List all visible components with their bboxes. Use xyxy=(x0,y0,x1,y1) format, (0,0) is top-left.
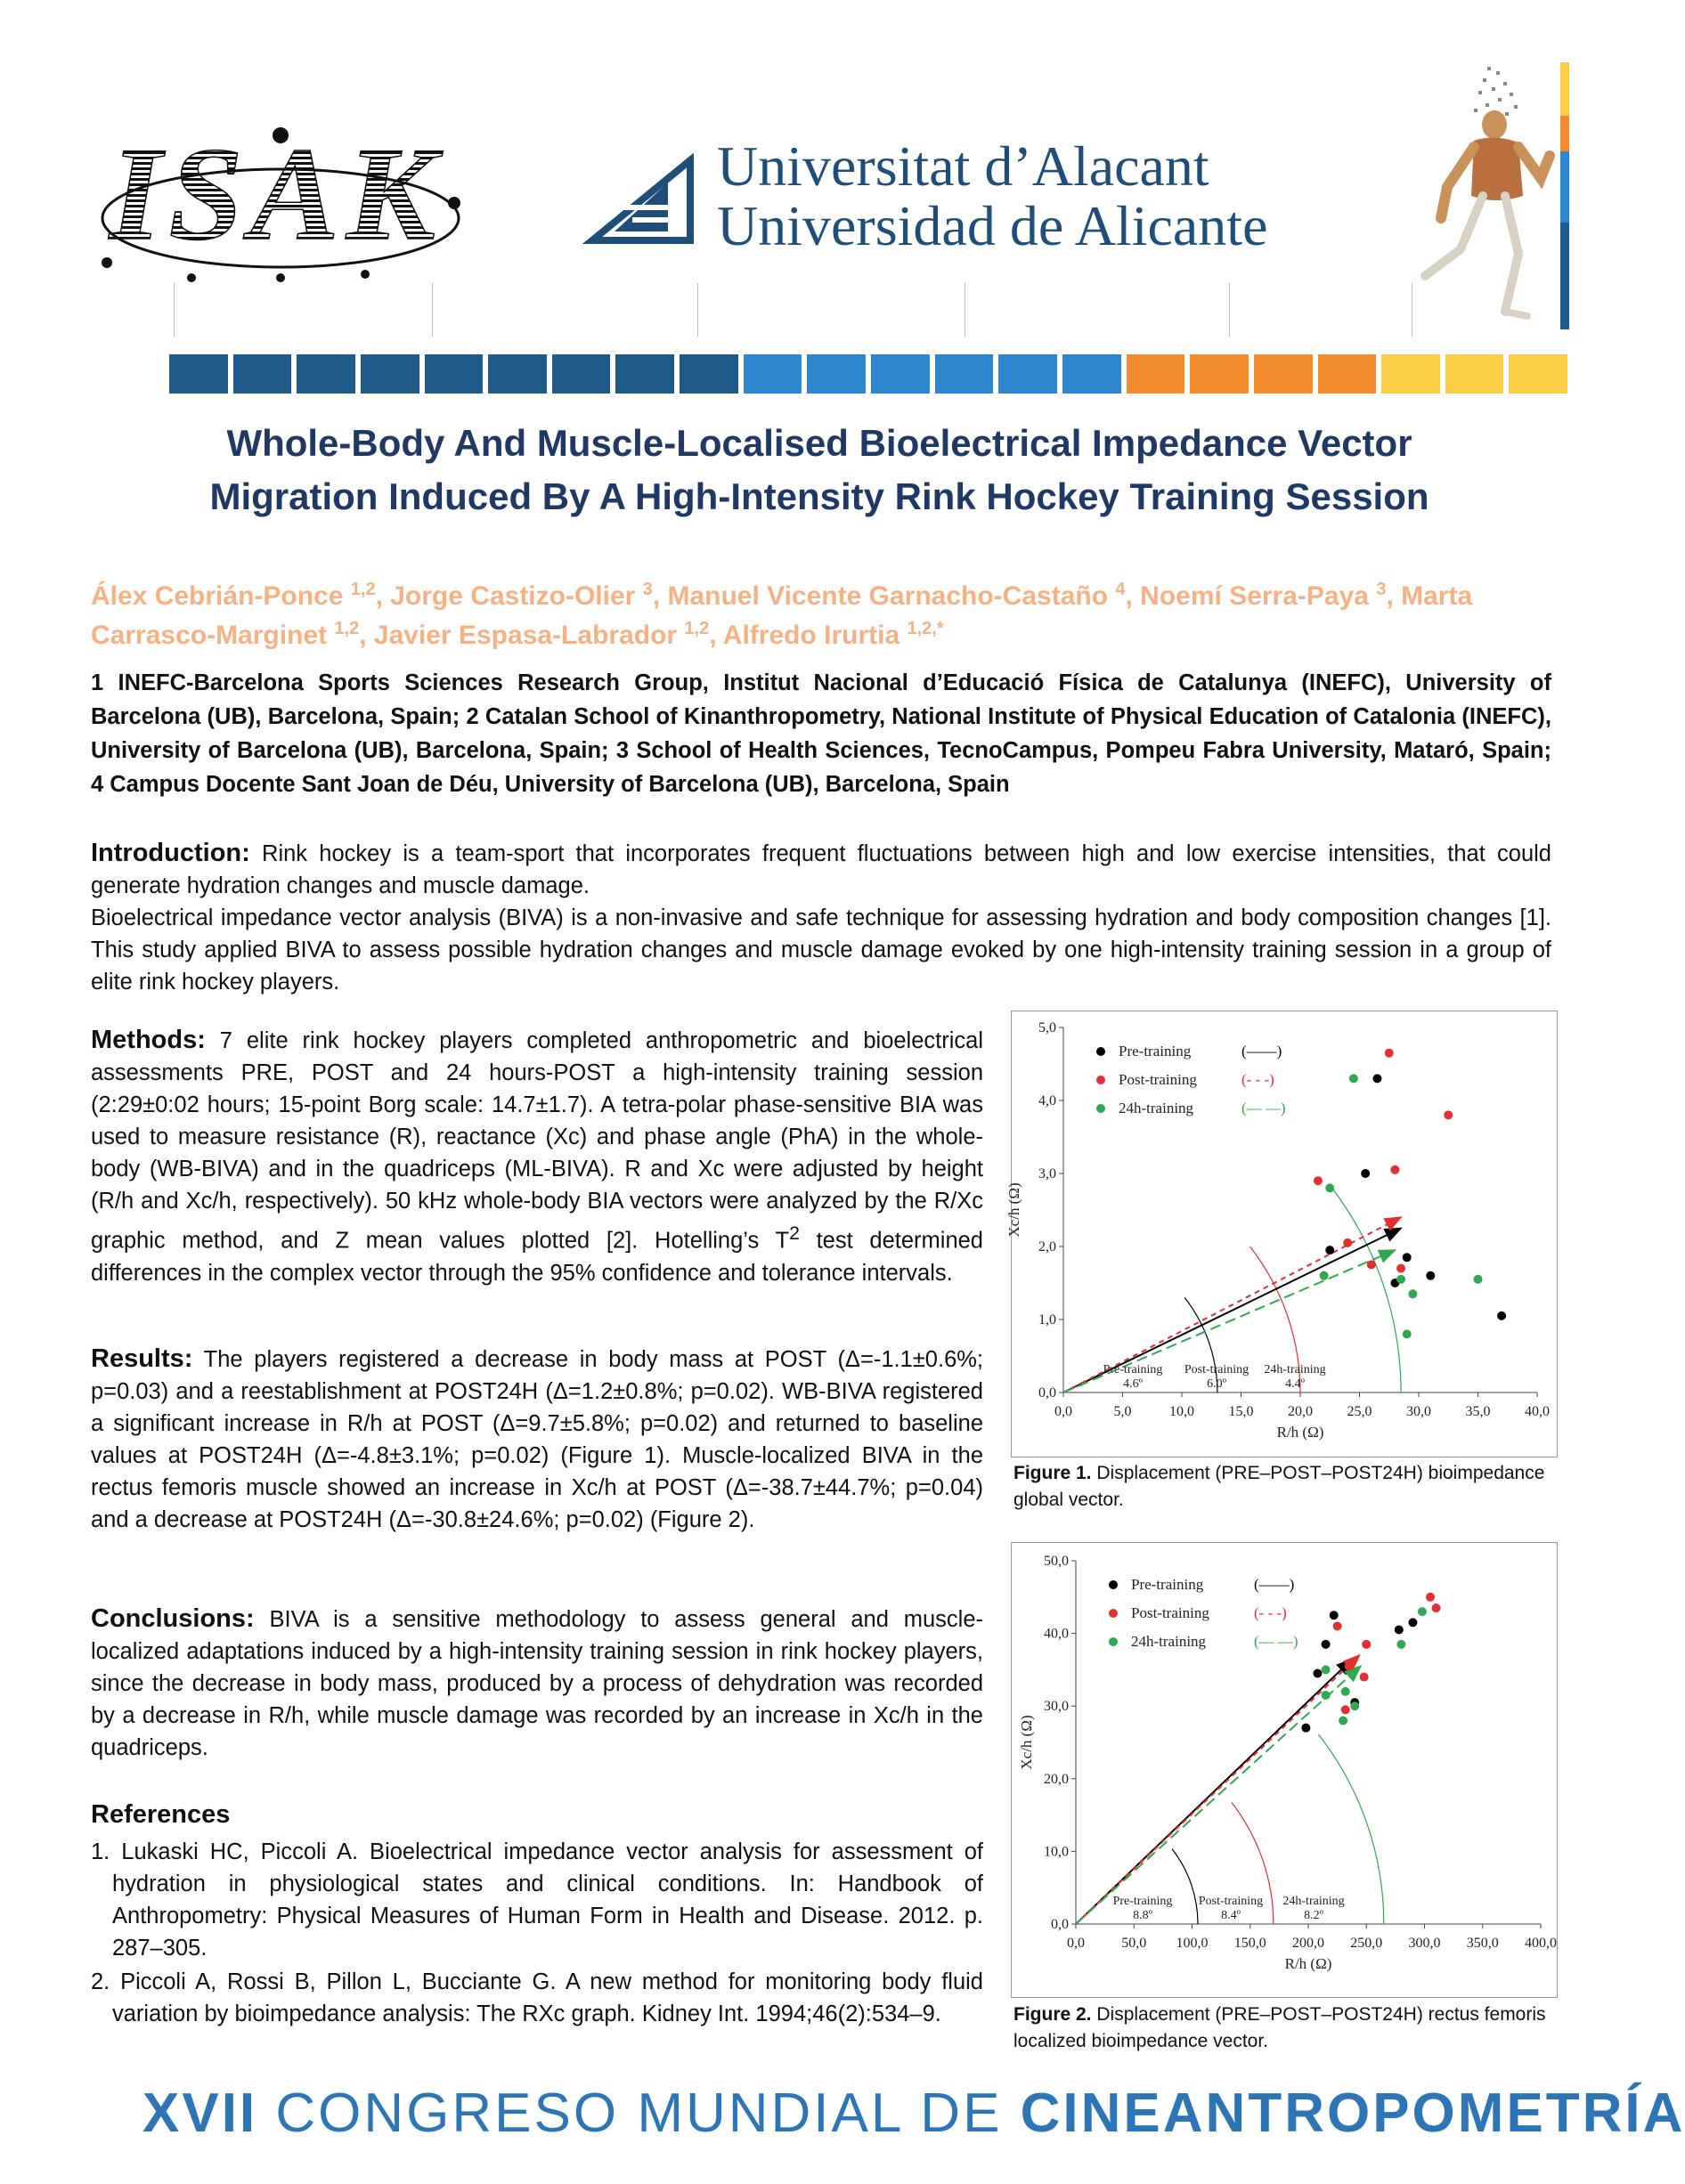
color-bar-segment xyxy=(1381,354,1440,394)
color-bar-segment xyxy=(1062,354,1121,394)
author-name: Álex Cebrián-Ponce $^{1,2}$ xyxy=(91,580,376,611)
reference-list xyxy=(91,1836,983,2032)
author-name: Noemí Serra-Paya $^3$ xyxy=(1140,580,1387,611)
legend-line-symbol: (- - -) xyxy=(1254,1604,1287,1621)
figure-1-chart xyxy=(1005,1011,1557,1457)
y-tick-label: 2,0 xyxy=(1038,1239,1056,1254)
legend-line-symbol: (——) xyxy=(1241,1043,1282,1060)
data-point xyxy=(1418,1607,1427,1616)
data-point xyxy=(1322,1665,1331,1674)
data-point xyxy=(1396,1640,1405,1649)
data-point xyxy=(1360,1673,1369,1682)
color-bar-segment xyxy=(1254,354,1313,394)
y-tick-label: 1,0 xyxy=(1038,1312,1056,1327)
color-bar-segment xyxy=(1445,354,1504,394)
affiliations: 1 INEFC-Barcelona Sports Sciences Research Group, Institut Nacional d’Educació Física de Catalunya (INEFC), University of Barcelona (UB), Barcelona, Spain; 2 Catalan School of Kinanthropometry, National Institute of Physical Education of Catalonia (INEFC), University of Barcelona (UB), Barcelona, Spain; 3 School of Health Sciences, TecnoCampus, Pompeu Fabra University, Mataró, Spain; 4 Campus Docente Sant Joan de Déu, University of Barcelona (UB), Barcelona, Spain xyxy=(91,670,1551,797)
color-bar-segment xyxy=(744,354,802,394)
data-point xyxy=(1444,1110,1453,1119)
author-affiliation-mark: 1,2 xyxy=(350,580,376,599)
data-point xyxy=(1367,1261,1376,1270)
data-point xyxy=(1322,1691,1331,1700)
author-name: Manuel Vicente Garnacho-Castaño $^4$ xyxy=(667,580,1126,611)
arc-label: 24h-training xyxy=(1282,1895,1345,1908)
color-bar-segment xyxy=(1509,354,1567,394)
side-color-strip xyxy=(1560,62,1569,329)
legend-label: Post-training xyxy=(1119,1071,1197,1088)
methods-heading: Methods: xyxy=(91,1026,206,1054)
author-affiliation-mark: 1,2 xyxy=(684,619,710,638)
color-bar-segment xyxy=(680,354,738,394)
x-tick-label: 20,0 xyxy=(1288,1404,1313,1419)
arc-angle-label: 8.2º xyxy=(1304,1909,1323,1922)
y-tick-label: 10,0 xyxy=(1044,1844,1069,1860)
author-affiliation-mark: 3 xyxy=(642,580,653,599)
runner-illustration xyxy=(1398,62,1603,329)
legend-label: Pre-training xyxy=(1131,1576,1204,1593)
data-point xyxy=(1325,1246,1334,1254)
y-tick-label: 0,0 xyxy=(1038,1385,1056,1401)
figure-1-caption xyxy=(1013,1460,1583,1514)
data-point xyxy=(1408,1618,1417,1627)
color-bar-segment xyxy=(297,354,355,394)
data-point xyxy=(1426,1593,1435,1602)
reference-item: 1. Lukaski HC, Piccoli A. Bioelectrical impedance vector analysis for assessment of hydration in physiological states and clinical conditions. In: Handbook of Anthropometry: Physical Measures of Human Form in Health and Disease. 2012. p. 287–305. xyxy=(91,1839,983,1961)
data-point xyxy=(1426,1271,1435,1280)
author-separator: , xyxy=(359,621,374,650)
data-point xyxy=(1362,1640,1371,1649)
author-affiliation-mark: 4 xyxy=(1115,580,1126,599)
footer-discipline: CINEANTROPOMETRÍA xyxy=(1020,2083,1685,2144)
x-tick-label: 0,0 xyxy=(1067,1936,1085,1951)
reference-item: 2. Piccoli A, Rossi B, Pillon L, Bucciante G. A new method for monitoring body fluid variation by bioimpedance analysis: The RXc graph. Kidney Int. 1994;46(2):534–9. xyxy=(91,1969,983,2026)
legend-label: Post-training xyxy=(1131,1604,1209,1621)
y-tick-label: 50,0 xyxy=(1044,1554,1069,1569)
arc-angle-label: 8.4º xyxy=(1221,1909,1241,1922)
author-list xyxy=(91,577,1560,655)
x-tick-label: 5,0 xyxy=(1113,1404,1132,1419)
legend-marker xyxy=(1109,1637,1118,1646)
data-point xyxy=(1349,1074,1358,1083)
poster-title xyxy=(107,417,1532,524)
data-point xyxy=(1403,1253,1412,1262)
conclusions-text: BIVA is a sensitive methodology to assess general and muscle-localized adaptations induced by a high-intensity training session in rink hockey players, since the decrease in body mass, produced by a process of dehydration was recorded by a decrease in R/h, while muscle damage was recorded by an increase in Xc/h in the quadriceps. xyxy=(91,1607,983,1760)
legend-label: Pre-training xyxy=(1119,1043,1192,1060)
legend-label: 24h-training xyxy=(1131,1633,1207,1650)
author-affiliation-mark: 1,2 xyxy=(334,619,360,638)
x-axis-label: R/h (Ω) xyxy=(1284,1955,1332,1972)
x-tick-label: 15,0 xyxy=(1228,1404,1254,1419)
conclusions-heading: Conclusions: xyxy=(91,1604,255,1633)
university-name-line2: Universidad de Alicante xyxy=(717,194,1268,257)
y-axis-label: Xc/h (Ω) xyxy=(1018,1715,1035,1770)
x-tick-label: 250,0 xyxy=(1350,1936,1383,1951)
data-point xyxy=(1396,1264,1405,1273)
arc-angle-label: 8.8º xyxy=(1133,1909,1152,1922)
y-tick-label: 30,0 xyxy=(1044,1699,1069,1715)
data-point xyxy=(1345,1661,1354,1670)
legend-line-symbol: (- - -) xyxy=(1241,1071,1274,1088)
data-point xyxy=(1333,1621,1342,1630)
color-bar-segment xyxy=(998,354,1057,394)
footer-edition: XVII xyxy=(142,2083,258,2144)
header-divider xyxy=(1229,283,1230,337)
university-emblem-icon xyxy=(583,142,699,249)
x-tick-label: 0,0 xyxy=(1054,1404,1072,1419)
legend-label: 24h-training xyxy=(1119,1100,1194,1116)
legend-marker xyxy=(1096,1076,1105,1084)
data-point xyxy=(1320,1271,1329,1280)
header-divider xyxy=(697,283,698,337)
phase-angle-arc xyxy=(1330,1185,1401,1392)
x-axis-label: R/h (Ω) xyxy=(1276,1424,1324,1441)
conclusions-section xyxy=(91,1603,983,1764)
author-name: Alfredo Irurtia $^{1,2,*}$ xyxy=(722,619,944,650)
data-point xyxy=(1474,1275,1483,1284)
figure-2-caption-text: Displacement (PRE–POST–POST24H) rectus femoris localized bioimpedance vector. xyxy=(1013,2004,1546,2051)
legend-line-symbol: (——) xyxy=(1254,1576,1295,1593)
x-tick-label: 200,0 xyxy=(1292,1936,1324,1951)
figure-2-chart xyxy=(1012,1543,1557,1997)
results-heading: Results: xyxy=(91,1344,193,1373)
x-tick-label: 10,0 xyxy=(1169,1404,1194,1419)
author-name: Javier Espasa-Labrador $^{1,2}$ xyxy=(373,619,710,650)
introduction-heading: Introduction: xyxy=(91,839,250,867)
color-bar-segment xyxy=(1190,354,1249,394)
results-section xyxy=(91,1343,983,1536)
congress-footer xyxy=(142,2082,1685,2145)
arc-label: Post-training xyxy=(1198,1895,1264,1908)
data-point xyxy=(1341,1705,1350,1714)
author-affiliation-mark: 1,2,* xyxy=(907,619,944,638)
introduction-text-2: Bioelectrical impedance vector analysis (BIVA) is a non-invasive and safe technique for assessing hydration and body composition changes [1]. This study applied BIVA to assess possible hydration changes and muscle damage evoked by one high-intensity training session in a group of elite rink hockey players. xyxy=(91,905,1551,995)
arc-label: Pre-training xyxy=(1103,1363,1163,1376)
data-point xyxy=(1313,1668,1322,1677)
x-tick-label: 350,0 xyxy=(1466,1936,1499,1951)
x-tick-label: 35,0 xyxy=(1465,1404,1491,1419)
author-name: Marta Carrasco-Marginet $^{1,2}$ xyxy=(91,581,1473,650)
color-bar-segment xyxy=(233,354,292,394)
data-point xyxy=(1385,1049,1394,1058)
data-point xyxy=(1390,1165,1399,1174)
author-separator: , xyxy=(1386,581,1402,611)
mean-vector-line xyxy=(1076,1659,1353,1924)
title-line-2: Migration Induced By A High-Intensity Rink Hockey Training Session xyxy=(209,475,1429,517)
x-tick-label: 100,0 xyxy=(1176,1936,1209,1951)
data-point xyxy=(1325,1183,1334,1192)
methods-superscript: 2 xyxy=(789,1222,800,1244)
data-point xyxy=(1314,1176,1323,1185)
data-point xyxy=(1372,1074,1381,1083)
legend-marker xyxy=(1096,1104,1105,1113)
color-bar-segment xyxy=(488,354,547,394)
color-bar-segment xyxy=(361,354,419,394)
y-axis-label: Xc/h (Ω) xyxy=(1005,1182,1022,1238)
y-tick-label: 5,0 xyxy=(1038,1020,1056,1035)
y-tick-label: 40,0 xyxy=(1044,1626,1069,1642)
figure-2 xyxy=(1011,1542,1558,1998)
introduction-text-1: Rink hockey is a team-sport that incorporates frequent fluctuations between high and low exercise intensities, that could generate hydration changes and muscle damage. xyxy=(91,841,1551,898)
legend-marker xyxy=(1109,1609,1118,1618)
title-line-1: Whole-Body And Muscle-Localised Bioelectrical Impedance Vector xyxy=(226,422,1412,464)
data-point xyxy=(1301,1724,1310,1733)
arc-label: Post-training xyxy=(1184,1363,1250,1376)
data-point xyxy=(1322,1640,1331,1649)
header-divider xyxy=(174,283,175,337)
arc-label: Pre-training xyxy=(1112,1895,1173,1908)
legend-marker xyxy=(1109,1580,1118,1589)
arc-angle-label: 4.4º xyxy=(1285,1377,1305,1391)
methods-text: 7 elite rink hockey players completed anthropometric and bioelectrical assessments PRE, POST and 24 hours-POST a high-intensity training session (2:29±0:02 hours; 15-point Borg scale: 14.7±1.7). A tetra-polar phase-sensitive BIA was used to measure resistance (R), reactance (Xc) and phase angle (PhA) in the whole-body (WB-BIVA) and in the quadriceps (ML-BIVA). R and Xc were adjusted by height (R/h and Xc/h, respectively). 50 kHz whole-body BIA vectors were analyzed by the R/Xc graphic method, and Z mean values plotted [2]. Hotelling’s T xyxy=(91,1028,983,1254)
isak-logo xyxy=(89,120,463,280)
data-point xyxy=(1343,1238,1352,1247)
data-point xyxy=(1408,1289,1417,1298)
author-separator: , xyxy=(375,581,391,611)
author-separator: , xyxy=(652,581,668,611)
arc-label: 24h-training xyxy=(1264,1363,1326,1376)
data-point xyxy=(1396,1275,1405,1284)
y-tick-label: 4,0 xyxy=(1038,1093,1056,1108)
header-divider xyxy=(432,283,433,337)
y-tick-label: 20,0 xyxy=(1044,1771,1069,1787)
mean-vector-line xyxy=(1076,1666,1361,1924)
isak-logo-text: ISAK xyxy=(110,120,443,268)
x-tick-label: 30,0 xyxy=(1406,1404,1431,1419)
figure-2-caption xyxy=(1013,2001,1583,2055)
data-point xyxy=(1330,1611,1339,1620)
x-tick-label: 40,0 xyxy=(1525,1404,1550,1419)
figure-2-label: Figure 2. xyxy=(1013,2004,1092,2025)
author-separator: , xyxy=(1125,581,1141,611)
introduction-section xyxy=(91,837,1551,998)
color-bar-segment xyxy=(807,354,866,394)
color-bar-segment xyxy=(871,354,930,394)
color-bar-segment xyxy=(169,354,228,394)
footer-congress: CONGRESO MUNDIAL DE xyxy=(275,2083,1003,2144)
x-tick-label: 150,0 xyxy=(1233,1936,1266,1951)
x-tick-label: 50,0 xyxy=(1121,1936,1147,1951)
color-bar-segment xyxy=(552,354,611,394)
data-point xyxy=(1403,1329,1412,1338)
arc-angle-label: 6.0º xyxy=(1207,1377,1226,1391)
university-logo xyxy=(583,134,1268,258)
data-point xyxy=(1361,1169,1370,1178)
legend-line-symbol: (— —) xyxy=(1254,1633,1298,1650)
y-tick-label: 3,0 xyxy=(1038,1166,1056,1181)
data-point xyxy=(1341,1687,1350,1696)
arc-angle-label: 4.6º xyxy=(1123,1377,1143,1391)
figure-1 xyxy=(1005,1011,1558,1457)
phase-angle-arc xyxy=(1172,1849,1198,1924)
methods-text-end: test determined differences in the complex vector through the 95% confidence and tolerance intervals. xyxy=(91,1228,983,1286)
data-point xyxy=(1395,1626,1404,1635)
references-heading: References xyxy=(91,1800,231,1829)
data-point xyxy=(1497,1311,1506,1320)
color-bar-segment xyxy=(1127,354,1185,394)
legend-line-symbol: (— —) xyxy=(1241,1100,1286,1116)
color-bar-segment xyxy=(425,354,484,394)
color-bar-segment xyxy=(615,354,674,394)
methods-section xyxy=(91,1024,983,1289)
y-tick-label: 0,0 xyxy=(1051,1917,1069,1932)
x-tick-label: 25,0 xyxy=(1347,1404,1372,1419)
university-name-line1: Universitat d’Alacant xyxy=(717,134,1209,198)
x-tick-label: 400,0 xyxy=(1525,1936,1557,1951)
color-bar-segment xyxy=(1318,354,1377,394)
data-point xyxy=(1432,1603,1441,1612)
author-separator: , xyxy=(709,621,723,650)
data-point xyxy=(1339,1717,1347,1725)
x-tick-label: 300,0 xyxy=(1408,1936,1441,1951)
figure-1-caption-text: Displacement (PRE–POST–POST24H) bioimpedance global vector. xyxy=(1013,1463,1545,1510)
color-bar-segment xyxy=(935,354,994,394)
author-name: Jorge Castizo-Olier $^3$ xyxy=(390,580,653,611)
data-point xyxy=(1350,1701,1359,1710)
legend-marker xyxy=(1096,1047,1105,1056)
figure-1-label: Figure 1. xyxy=(1013,1463,1092,1483)
results-text: The players registered a decrease in body mass at POST (Δ=-1.1±0.6%; p=0.03) and a reestablishment at POST24H (Δ=1.2±0.8%; p=0.02). WB-BIVA registered a significant increase in R/h at POST (Δ=9.7±5.8%; p=0.02) and returned to baseline values at POST24H (Δ=-4.8±3.1%; p=0.02) (Figure 1). Muscle-localized BIVA in the rectus femoris muscle showed an increase in Xc/h at POST (Δ=-38.7±44.7%; p=0.04) and a decrease at POST24H (Δ=-30.8±24.6%; p=0.02) (Figure 2). xyxy=(91,1347,984,1532)
header-color-bar xyxy=(169,354,1567,394)
author-affiliation-mark: 3 xyxy=(1376,580,1387,599)
